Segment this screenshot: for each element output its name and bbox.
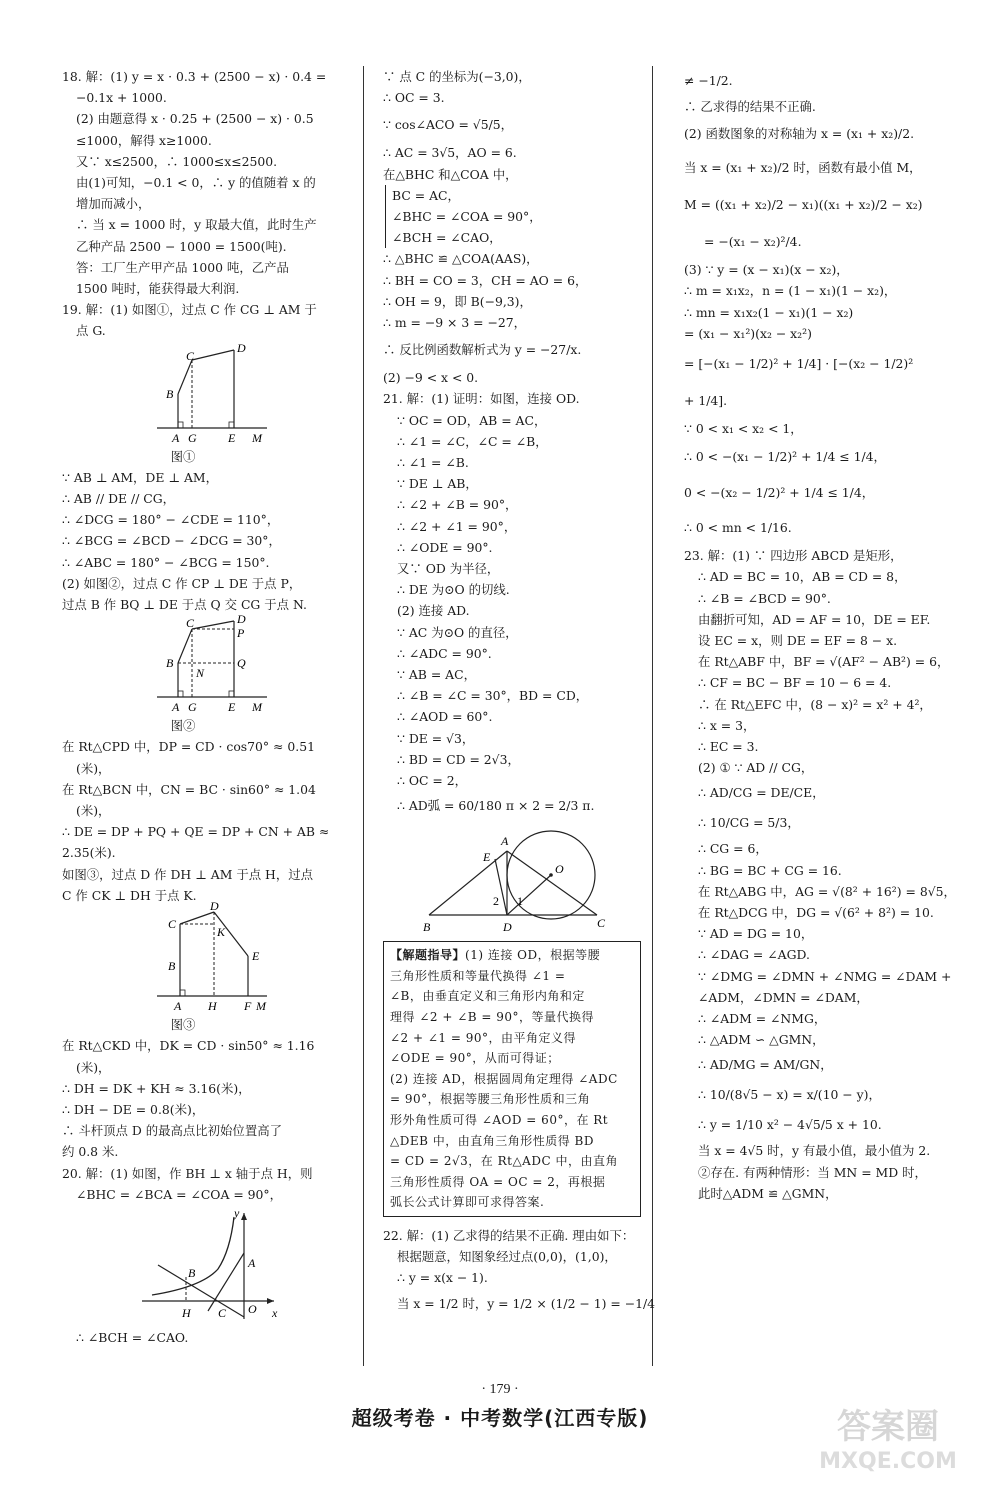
q23-line: ∵ ∠DMG = ∠DMN + ∠NMG = ∠DAM + — [698, 968, 952, 984]
q21-line: ∵ DE = √3， — [397, 730, 475, 746]
q22-line: (2) 函数图象的对称轴为 x = (x₁ + x₂)/2. — [684, 126, 915, 142]
book-title: 超级考卷 · 中考数学(江西专版) — [351, 1406, 649, 1430]
fig3-label: M — [256, 999, 266, 1014]
q21-line: ∴ ∠2 + ∠1 = 90°， — [397, 518, 517, 534]
fig5-label: A — [501, 834, 509, 849]
q19-line: (米)， — [76, 1059, 111, 1075]
q22-line: ∵ 0 < x₁ < x₂ < 1， — [684, 421, 803, 437]
fig3-label: C — [168, 917, 177, 932]
q22-line: ∴ y = x(x − 1). — [397, 1270, 488, 1286]
q22-line: = −(x₁ − x₂)²/4. — [704, 234, 802, 250]
q22-line: = [−(x₁ − 1/2)² + 1/4] · [−(x₂ − 1/2)² — [684, 356, 914, 372]
q19-line: 在 Rt△CKD 中，DK = CD · sin50° ≈ 1.16 — [62, 1038, 315, 1054]
q19-line: ∴ DE = DP + PQ + QE = DP + CN + AB ≈ — [62, 824, 330, 840]
q23-line: ∴ ∠B = ∠BCD = 90°. — [698, 590, 831, 606]
q18-line: 由(1)可知，−0.1 < 0，∴ y 的值随着 x 的 — [76, 175, 316, 191]
q22-line: ∴ 乙求得的结果不正确. — [684, 99, 816, 114]
tip-line: ∠B，由垂直定义和三角形内角和定 — [390, 989, 585, 1004]
fig2-label: M — [252, 700, 262, 715]
q18-line: −0.1x + 1000. — [76, 90, 167, 106]
fig4-label: A — [248, 1255, 256, 1270]
fig1-label: G — [188, 430, 197, 445]
q21-line: ∴ ∠1 = ∠B. — [397, 455, 469, 471]
q20-line: ∴ m = −9 × 3 = −27， — [383, 315, 527, 331]
q23-line: ∴ 10/(8√5 − x) = x/(10 − y)， — [698, 1087, 881, 1103]
q23-line: ∴ CG = 6， — [698, 841, 768, 857]
figure-2 — [62, 612, 342, 715]
q23-line: ∴ BG = BC + CG = 16. — [698, 862, 842, 878]
q23-line: ∴ ∠ADM = ∠NMG， — [698, 1011, 827, 1027]
question-20 — [62, 1163, 344, 1349]
q19-line: (2) 如图②，过点 C 作 CP ⊥ DE 于点 P， — [62, 575, 302, 591]
q19-line: 过点 B 作 BQ ⊥ DE 于点 Q 交 CG 于点 N. — [62, 597, 307, 613]
q21-line: ∴ ∠1 = ∠C，∠C = ∠B， — [397, 433, 548, 449]
fig4-label: B — [188, 1265, 196, 1280]
tip-line: △DEB 中，由直角三角形性质得 BD — [390, 1133, 594, 1148]
q19-line: 在 Rt△CPD 中，DP = CD · cos70° ≈ 0.51 — [62, 739, 315, 755]
tip-line: 三角形性质和等量代换得 ∠1 = — [390, 968, 566, 983]
q22-line: 22. 解：(1) 乙求得的结果不正确. 理由如下： — [383, 1228, 635, 1244]
column-left — [62, 66, 344, 1348]
q20-line: ∴ ∠BCH = ∠CAO. — [76, 1329, 189, 1345]
fig1-label: E — [228, 430, 236, 445]
q21-line: ∴ ∠AOD = 60°. — [397, 709, 493, 725]
q18-line: ≤1000，解得 x≥1000. — [76, 132, 212, 148]
q19-line: ∴ ∠BCG = ∠BCD − ∠DCG = 30°， — [62, 533, 281, 549]
fig3-label: K — [217, 925, 226, 940]
q18-line: 增加而减小， — [76, 196, 151, 212]
question-23 — [684, 545, 956, 1204]
q19-line: 2.35(米). — [62, 845, 116, 861]
q21-line: ∴ ∠2 + ∠B = 90°， — [397, 497, 518, 513]
q19-line: 约 0.8 米. — [62, 1144, 119, 1160]
fig4-label: y — [234, 1205, 240, 1220]
figure-3-caption: 图③ — [170, 1017, 196, 1033]
q21-line: ∴ AD弧 = 60/180 π × 2 = 2/3 π. — [397, 798, 595, 814]
q19-line: C 作 CK ⊥ DH 于点 K. — [62, 887, 197, 903]
q23-line: ∴ EC = 3. — [698, 739, 759, 755]
q22-line: 根据题意，知图象经过点(0,0)，(1,0)， — [397, 1249, 617, 1265]
q23-line: ∴ ∠DAG = ∠AGD. — [698, 947, 810, 963]
watermark-text: 答案圈 — [837, 1407, 939, 1447]
q22-line: 0 < −(x₂ − 1/2)² + 1/4 ≤ 1/4， — [684, 485, 875, 501]
q19-line: ∴ ∠ABC = 180° − ∠BCG = 150°. — [62, 554, 270, 570]
q20-line: ∵ 点 C 的坐标为(−3,0)， — [383, 69, 531, 84]
q23-line: 由翻折可知，AD = AF = 10，DE = EF. — [698, 611, 931, 627]
question-21 — [383, 388, 641, 1217]
q21-line: ∵ AC 为⊙O 的直径， — [397, 624, 518, 640]
fig3-label: B — [168, 959, 176, 974]
fig5-label: B — [423, 920, 431, 935]
q18-line: 答：工厂生产甲产品 1000 吨，乙产品 — [76, 259, 289, 275]
q23-line: ∴ AD = BC = 10，AB = CD = 8， — [698, 569, 907, 585]
fig1-label: B — [166, 386, 174, 401]
q20-line: ∴ AC = 3√5，AO = 6. — [383, 145, 517, 161]
q19-line: ∴ AB // DE // CG， — [62, 491, 176, 507]
fig4-label: x — [272, 1305, 278, 1320]
q20-line: ∠BCH = ∠CAO， — [392, 230, 502, 246]
question-22 — [383, 1225, 656, 1319]
q20-line: ∠BHC = ∠BCA = ∠COA = 90°， — [76, 1186, 283, 1202]
q20-line: BC = AC， — [392, 187, 460, 203]
tip-line: = 90°，根据等腰三角形性质和三角 — [390, 1092, 591, 1107]
q23-line: 23. 解：(1) ∵ 四边形 ABCD 是矩形， — [684, 548, 903, 564]
tip-line: 形外角性质可得 ∠AOD = 60°，在 Rt — [390, 1113, 609, 1128]
q20-line: ∵ cos∠ACO = √5/5， — [383, 117, 514, 133]
watermark-logo — [798, 1398, 978, 1476]
q18-line: ∴ 当 x = 1000 时，y 取最大值，此时生产 — [76, 217, 317, 233]
q20-line: ∴ OH = 9，即 B(−9,3)， — [383, 293, 532, 309]
figure-1 — [62, 340, 342, 445]
q22-line: M = ((x₁ + x₂)/2 − x₁)((x₁ + x₂)/2 − x₂) — [684, 197, 923, 213]
figure-2-caption: 图② — [170, 718, 196, 734]
q23-line: ②存在. 有两种情形：当 MN = MD 时， — [698, 1164, 927, 1180]
q22-line: 当 x = (x₁ + x₂)/2 时，函数有最小值 M， — [684, 160, 922, 176]
fig4-label: C — [218, 1305, 227, 1320]
q22-line: + 1/4]. — [684, 393, 728, 409]
column-right — [684, 66, 956, 1204]
q23-line: ∠ADM，∠DMN = ∠DAM， — [698, 989, 869, 1005]
watermark-domain: MXQE.COM — [819, 1449, 957, 1474]
q19-line: 19. 解：(1) 如图①，过点 C 作 CG ⊥ AM 于 — [62, 302, 317, 318]
fig2-label: C — [186, 616, 195, 631]
q22-line: ∴ mn = x₁x₂(1 − x₁)(1 − x₂) — [684, 304, 854, 320]
q20-line: 在△BHC 和△COA 中， — [383, 166, 518, 182]
q19-line: ∴ DH = DK + KH ≈ 3.16(米)， — [62, 1080, 251, 1096]
q20-line: 20. 解：(1) 如图，作 BH ⊥ x 轴于点 H，则 — [62, 1165, 313, 1181]
q21-line: ∴ BD = CD = 2√3， — [397, 751, 520, 767]
q23-line: ∴ △ADM ∽ △GMN， — [698, 1032, 825, 1048]
q19-line: (米)， — [76, 760, 111, 776]
q23-line: ∴ AD/MG = AM/GN， — [698, 1057, 833, 1073]
q23-line: 设 EC = x，则 DE = EF = 8 − x. — [698, 633, 898, 649]
q20-line: (2) −9 < x < 0. — [383, 370, 479, 386]
tip-line: = CD = 2√3，在 Rt△ADC 中，由直角 — [390, 1154, 618, 1169]
fig2-label: P — [237, 626, 245, 641]
q20-line: ∠BHC = ∠COA = 90°， — [392, 209, 542, 225]
fig2-label: Q — [237, 656, 246, 671]
q18-line: 18. 解：(1) y = x · 0.3 + (2500 − x) · 0.4 = — [62, 69, 327, 84]
fig1-label: A — [172, 430, 180, 445]
q20-line: ∴ BH = CO = 3，CH = AO = 6， — [383, 272, 588, 288]
q23-line: ∴ x = 3， — [698, 717, 756, 733]
question-18 — [62, 66, 344, 299]
fig2-label: G — [188, 700, 197, 715]
q20-line: ∴ OC = 3. — [383, 90, 445, 106]
q18-line: 1500 吨时，能获得最大利润. — [76, 281, 240, 297]
q23-line: 在 Rt△ABG 中，AG = √(8² + 16²) = 8√5， — [698, 883, 956, 899]
fig3-label: D — [210, 899, 219, 914]
fig3-label: H — [208, 999, 217, 1014]
q23-line: 在 Rt△DCG 中，DG = √(6² + 8²) = 10. — [698, 905, 934, 921]
q23-line: (2) ① ∵ AD // CG， — [698, 760, 814, 776]
q23-line: ∵ AD = DG = 10， — [698, 926, 814, 942]
fig2-label: E — [228, 700, 236, 715]
tip-line: (1) 连接 OD，根据等腰 — [465, 948, 601, 963]
q21-line: ∴ OC = 2， — [397, 773, 467, 789]
fig5-label: C — [597, 916, 606, 931]
fig2-label: D — [237, 612, 246, 627]
q19-line: ∴ ∠DCG = 180° − ∠CDE = 110°， — [62, 512, 280, 528]
fig4-label: O — [248, 1301, 257, 1316]
page-number: · 179 · — [481, 1382, 519, 1397]
q19-line: 如图③，过点 D 作 DH ⊥ AM 于点 H，过点 — [62, 866, 314, 882]
q21-line: ∴ ∠ODE = 90°. — [397, 539, 493, 555]
figure-3 — [62, 899, 342, 1014]
fig5-label: D — [503, 920, 512, 935]
q22-line: ∴ 0 < mn < 1/16. — [684, 520, 792, 536]
q23-line: ∴ 在 Rt△EFC 中，(8 − x)² = x² + 4²， — [698, 696, 932, 712]
q21-line: 又∵ OD 为半径， — [397, 561, 500, 577]
q19-line: (米)， — [76, 803, 111, 819]
q19-line: ∵ AB ⊥ AM，DE ⊥ AM， — [62, 469, 218, 485]
q21-line: ∴ ∠ADC = 90°. — [397, 645, 492, 661]
q22-line: (3) ∵ y = (x − x₁)(x − x₂)， — [684, 262, 849, 278]
q22-line: 当 x = 1/2 时，y = 1/2 × (1/2 − 1) = −1/4 — [397, 1295, 656, 1311]
solution-guide-box — [383, 941, 641, 1217]
q21-line: ∴ DE 为⊙O 的切线. — [397, 582, 510, 598]
solution-guide-heading: 【解题指导】 — [390, 948, 466, 963]
q19-line: ∴ DH − DE = 0.8(米)， — [62, 1101, 205, 1117]
q18-line: (2) 由题意得 x · 0.25 + (2500 − x) · 0.5 — [76, 111, 314, 127]
tip-line: 弧长公式计算即可求得答案. — [390, 1195, 545, 1210]
fig1-label: M — [252, 430, 262, 445]
fig3-label: A — [174, 999, 182, 1014]
q20-line: ∴ 反比例函数解析式为 y = −27/x. — [383, 342, 582, 358]
q19-line: 点 G. — [76, 323, 106, 339]
q21-line: 21. 解：(1) 证明：如图，连接 OD. — [383, 391, 580, 407]
q23-line: ∴ y = 1/10 x² − 4√5/5 x + 10. — [698, 1117, 882, 1133]
fig5-label: O — [555, 862, 564, 877]
question-19 — [62, 299, 344, 1162]
q20-line: ∴ △BHC ≌ △COA(AAS)， — [383, 251, 539, 267]
q23-line: 当 x = 4√5 时，y 有最小值，最小值为 2. — [698, 1143, 931, 1159]
q21-line: (2) 连接 AD. — [397, 603, 470, 619]
q18-line: 乙种产品 2500 − 1000 = 1500(吨). — [76, 238, 287, 254]
figure-4 — [62, 1207, 342, 1325]
q22-line: = (x₁ − x₁²)(x₂ − x₂²) — [684, 325, 812, 341]
q21-line: ∴ ∠B = ∠C = 30°，BD = CD， — [397, 688, 589, 704]
column-separator-2 — [652, 66, 653, 1366]
column-middle — [383, 66, 656, 1319]
tip-line: 三角形性质得 OA = OC = 2，再根据 — [390, 1174, 606, 1189]
q21-line: ∵ DE ⊥ AB， — [397, 476, 478, 492]
fig2-label: N — [196, 666, 205, 681]
fig1-label: C — [186, 348, 195, 363]
q22-line: ∴ m = x₁x₂，n = (1 − x₁)(1 − x₂)， — [684, 283, 897, 299]
tip-line: ∠ODE = 90°，从而可得证； — [390, 1051, 560, 1066]
fig5-label: 1 — [517, 894, 523, 909]
q22-line: ∴ 0 < −(x₁ − 1/2)² + 1/4 ≤ 1/4， — [684, 449, 886, 465]
question-22-continued — [684, 66, 946, 545]
q23-line: ∴ CF = BC − BF = 10 − 6 = 4. — [698, 675, 892, 691]
q23-line: 在 Rt△ABF 中，BF = √(AF² − AB²) = 6， — [698, 654, 950, 670]
q19-line: 在 Rt△BCN 中，CN = BC · sin60° ≈ 1.04 — [62, 781, 316, 797]
q23-line: 此时△ADM ≌ △GMN， — [698, 1185, 838, 1201]
tip-line: 理得 ∠2 + ∠B = 90°，等量代换得 — [390, 1010, 595, 1025]
q21-line: ∵ OC = OD，AB = AC， — [397, 412, 547, 428]
tip-line: ∠2 + ∠1 = 90°，由平角定义得 — [390, 1030, 577, 1045]
fig3-label: E — [252, 949, 260, 964]
fig5-label: E — [483, 850, 491, 865]
q21-line: ∵ AB = AC， — [397, 667, 476, 683]
q23-line: ∴ AD/CG = DE/CE， — [698, 785, 825, 801]
fig1-label: D — [237, 340, 246, 355]
fig5-label: 2 — [493, 894, 499, 909]
column-separator-1 — [363, 66, 364, 1366]
q22-line: ≠ −1/2. — [684, 73, 733, 88]
figure-1-caption: 图① — [170, 448, 196, 464]
q19-line: ∴ 斗杆顶点 D 的最高点比初始位置高了 — [62, 1123, 282, 1139]
fig2-label: A — [172, 700, 180, 715]
q18-line: 又∵ x≤2500，∴ 1000≤x≤2500. — [76, 153, 278, 169]
brace-group — [385, 185, 641, 249]
tip-line: (2) 连接 AD，根据圆周角定理得 ∠ADC — [390, 1071, 618, 1086]
fig2-label: B — [166, 656, 174, 671]
figure-5 — [383, 823, 641, 935]
q23-line: ∴ 10/CG = 5/3， — [698, 815, 800, 831]
fig4-label: H — [182, 1305, 191, 1320]
question-20-continued — [383, 66, 641, 388]
fig3-label: F — [244, 999, 252, 1014]
